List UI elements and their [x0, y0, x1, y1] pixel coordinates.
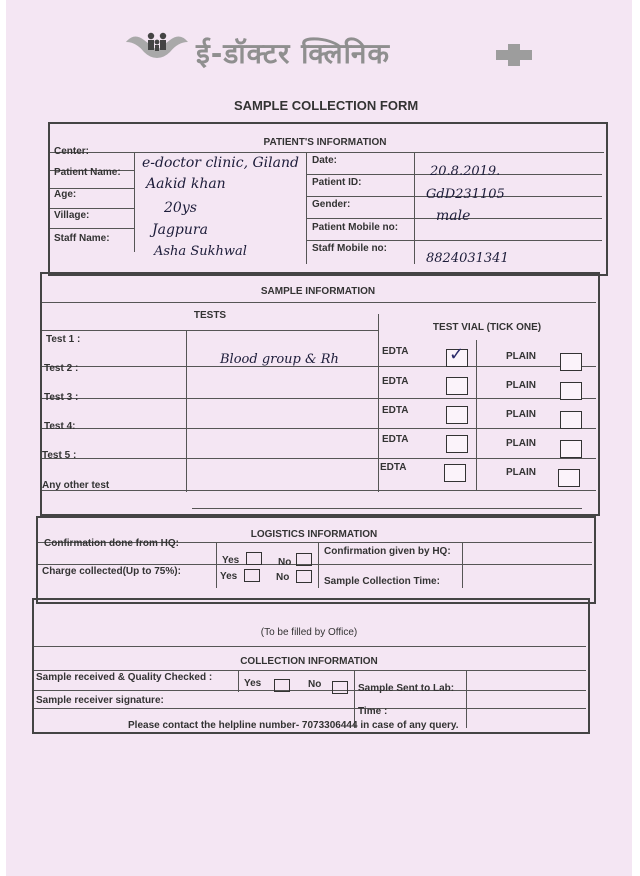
test-1-edta-checkbox[interactable]: [446, 344, 468, 367]
test-4-edta-checkbox[interactable]: [446, 435, 468, 453]
charge-collected-label: Charge collected(Up to 75%):: [42, 566, 181, 577]
test-3-label: Test 3 :: [44, 392, 79, 403]
sample-collection-time-label: Sample Collection Time:: [324, 576, 440, 587]
charge-yes-label: Yes: [220, 571, 238, 582]
medical-cross-icon: [494, 42, 534, 68]
clinic-name: ई-डॉक्टर क्लिनिक: [196, 37, 390, 70]
confirmation-yes-checkbox[interactable]: [246, 552, 262, 565]
confirmation-yes-label: Yes: [222, 555, 240, 566]
collection-yes-label: Yes: [244, 678, 262, 689]
village-value: Jagpura: [152, 222, 208, 238]
test-1-edta-label: EDTA: [382, 346, 409, 357]
test-2-plain-label: PLAIN: [506, 380, 536, 391]
staff-name-value: Asha Sukhwal: [154, 244, 247, 259]
test-2-label: Test 2 :: [44, 363, 79, 374]
date-label: Date:: [312, 155, 338, 166]
logistics-title: LOGISTICS INFORMATION: [250, 529, 378, 540]
test-1-value: Blood group & Rh: [220, 352, 339, 367]
receiver-signature-label: Sample receiver signature:: [36, 695, 164, 706]
test-3-edta-label: EDTA: [382, 405, 409, 416]
gender-label: Gender:: [312, 199, 351, 210]
checkmark-icon: ✓: [449, 344, 465, 365]
received-quality-label: Sample received & Quality Checked :: [36, 672, 213, 683]
confirmation-no-label: No: [278, 557, 292, 568]
test-5-label: Test 5 :: [42, 450, 77, 461]
age-label: Age:: [54, 189, 77, 200]
form-title: SAMPLE COLLECTION FORM: [234, 98, 419, 113]
test-5-edta-label: EDTA: [380, 462, 407, 473]
sent-to-lab-label: Sample Sent to Lab:: [358, 683, 455, 694]
helpline-note: Please contact the helpline number- 7073306444 in case of any query.: [128, 720, 459, 731]
collection-yes-checkbox[interactable]: [274, 679, 290, 692]
test-1-label: Test 1 :: [46, 334, 81, 345]
staff-name-label: Staff Name:: [54, 233, 110, 244]
form-page: [6, 0, 632, 876]
center-value: e-doctor clinic, Giland: [142, 155, 299, 171]
patient-name-value: Aakid khan: [146, 176, 226, 192]
tests-header: TESTS: [193, 310, 227, 321]
center-label: Center:: [54, 146, 90, 157]
staff-mobile-value: 8824031341: [426, 251, 509, 266]
test-1-plain-label: PLAIN: [506, 351, 536, 362]
date-value: 20.8.2019.: [430, 164, 501, 179]
test-5-edta-checkbox[interactable]: [444, 464, 466, 482]
age-value: 20ys: [164, 200, 197, 216]
test-5-plain-label: PLAIN: [506, 467, 536, 478]
confirmation-hq-label: Confirmation done from HQ:: [44, 538, 179, 549]
patient-mobile-label: Patient Mobile no:: [312, 222, 399, 233]
patient-name-label: Patient Name:: [54, 167, 121, 178]
test-4-plain-checkbox[interactable]: [560, 440, 582, 458]
test-4-edta-label: EDTA: [382, 434, 409, 445]
patient-info-title: PATIENT'S INFORMATION: [263, 137, 387, 148]
test-2-edta-checkbox[interactable]: [446, 377, 468, 395]
gender-value: male: [436, 208, 471, 224]
test-3-plain-label: PLAIN: [506, 409, 536, 420]
other-test-label: Any other test: [42, 480, 110, 491]
collection-no-checkbox[interactable]: [332, 681, 348, 694]
patient-id-label: Patient ID:: [312, 177, 362, 188]
collection-title: COLLECTION INFORMATION: [240, 656, 378, 667]
collection-no-label: No: [308, 679, 322, 690]
test-4-plain-label: PLAIN: [506, 438, 536, 449]
test-2-edta-label: EDTA: [382, 376, 409, 387]
test-1-plain-checkbox[interactable]: [560, 353, 582, 371]
charge-no-label: No: [276, 572, 290, 583]
charge-no-checkbox[interactable]: [296, 570, 312, 583]
test-3-plain-checkbox[interactable]: [560, 411, 582, 429]
confirmation-no-checkbox[interactable]: [296, 553, 312, 566]
office-note: (To be filled by Office): [260, 627, 358, 638]
test-5-plain-checkbox[interactable]: [558, 469, 580, 487]
vial-header: TEST VIAL (TICK ONE): [432, 322, 542, 333]
confirmation-given-label: Confirmation given by HQ:: [324, 546, 451, 557]
test-3-edta-checkbox[interactable]: [446, 406, 468, 424]
charge-yes-checkbox[interactable]: [244, 569, 260, 582]
village-label: Village:: [54, 210, 90, 221]
sample-info-section: [40, 272, 600, 516]
staff-mobile-label: Staff Mobile no:: [312, 243, 387, 254]
test-4-label: Test 4:: [44, 421, 76, 432]
time-label: Time :: [358, 706, 388, 717]
clinic-logo-icon: [124, 28, 190, 62]
sample-info-title: SAMPLE INFORMATION: [260, 286, 376, 297]
patient-id-value: GdD231105: [426, 187, 505, 202]
test-2-plain-checkbox[interactable]: [560, 382, 582, 400]
